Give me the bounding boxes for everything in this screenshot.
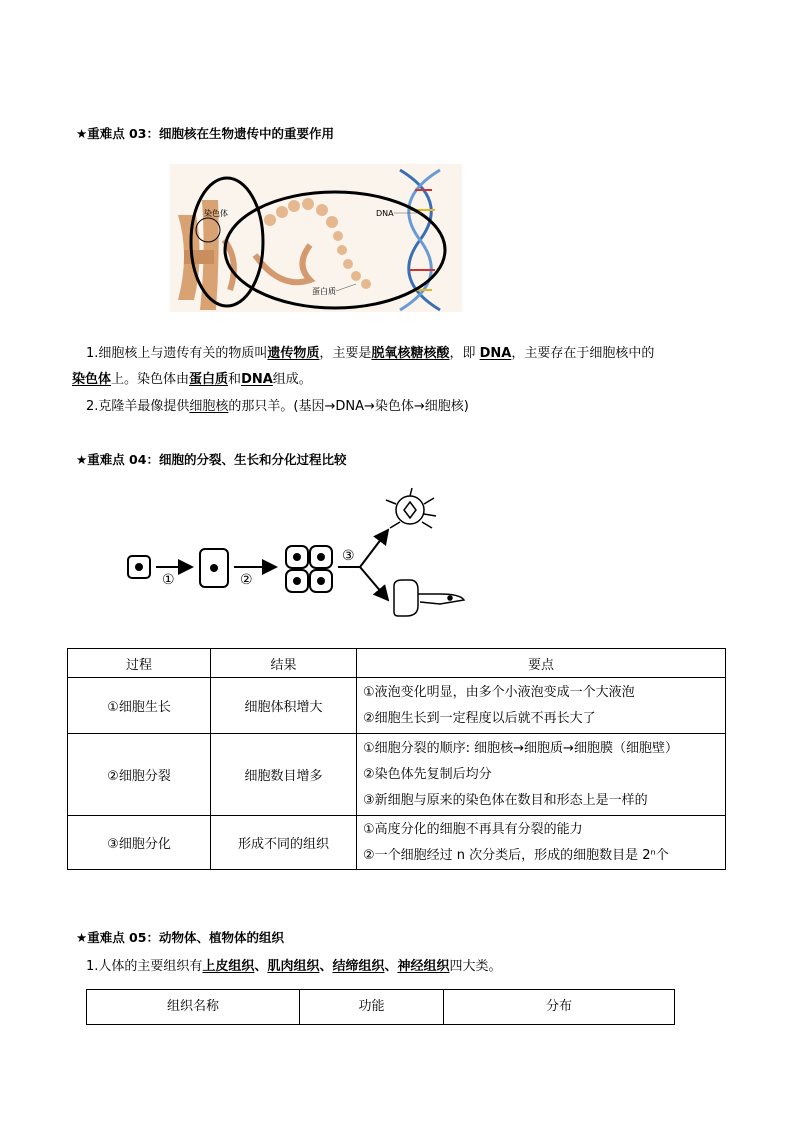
divided-cells (286, 546, 332, 592)
p2-key-3: DNA (241, 372, 273, 387)
p4-text-1: 1.人体的主要组织有 (86, 959, 203, 974)
table-row (68, 678, 726, 734)
row-2-point-3: ③新细胞与原来的染色体在数目和形态上是一样的 (363, 792, 648, 808)
sep-3: 、 (384, 959, 398, 974)
nerve-cell (386, 488, 436, 528)
p3-text-2: 的那只羊。(基因→DNA→染色体→细胞核) (228, 399, 469, 414)
table-header-row (68, 649, 726, 678)
tissue-nerve: 神经组织 (397, 959, 450, 974)
tissue-epithelial: 上皮组织 (202, 959, 255, 974)
step-2-label: ② (240, 572, 253, 588)
step-1-label: ① (162, 572, 175, 588)
paragraph-1 (86, 342, 654, 361)
sep-2: 、 (319, 959, 333, 974)
tissue-function-header: 功能 (300, 990, 444, 1025)
tissue-muscle: 肌肉组织 (267, 959, 320, 974)
section-04-heading: ★重难点 04：细胞的分裂、生长和分化过程比较 (76, 452, 347, 467)
p1-text-1: 1.细胞核上与遗传有关的物质叫 (86, 346, 268, 361)
row-1-points (357, 678, 726, 734)
table-row (68, 734, 726, 816)
paragraph-2 (86, 395, 469, 414)
dna-label: DNA (376, 209, 394, 218)
tissue-table (86, 989, 675, 1025)
row-2-point-2: ②染色体先复制后均分 (363, 766, 492, 782)
row-1-point-1: ①液泡变化明显，由多个小液泡变成一个大液泡 (363, 684, 635, 700)
table-row (68, 816, 726, 870)
tissue-distribution-header: 分布 (444, 990, 675, 1025)
row-2-points (357, 734, 726, 816)
row-3-points (357, 816, 726, 870)
section-05-heading: ★重难点 05：动物体、植物体的组织 (76, 930, 284, 945)
row-3-result: 形成不同的组织 (211, 816, 357, 870)
row-1-result: 细胞体积增大 (211, 678, 357, 734)
p1-text-2: ，主要是 (319, 346, 372, 361)
p1-text-4: ，主要存在于细胞核中的 (511, 346, 655, 361)
header-points: 要点 (357, 649, 726, 678)
tissue-name-header: 组织名称 (87, 990, 300, 1025)
p1-key-2: 脱氧核糖核酸 (371, 346, 450, 361)
p3-key-1: 细胞核 (189, 399, 229, 414)
row-3-process: ③细胞分化 (68, 816, 211, 870)
cell-process-diagram (120, 486, 470, 622)
p1-key-1: 遗传物质 (267, 346, 320, 361)
row-3-point-2: ②一个细胞经过 n 次分类后，形成的细胞数目是 2ⁿ个 (363, 847, 669, 863)
paragraph-3 (86, 955, 502, 974)
process-comparison-table (67, 648, 726, 870)
p2-key-1: 染色体 (72, 372, 112, 387)
section-03-heading: ★重难点 03：细胞核在生物遗传中的重要作用 (76, 126, 334, 141)
p1-key-3: DNA (479, 346, 512, 361)
paragraph-1-cont (72, 368, 312, 387)
p2-key-2: 蛋白质 (189, 372, 229, 387)
row-3-point-1: ①高度分化的细胞不再具有分裂的能力 (363, 821, 583, 837)
row-1-point-2: ②细胞生长到一定程度以后就不再长大了 (363, 710, 596, 726)
row-2-result: 细胞数目增多 (211, 734, 357, 816)
p3-text-1: 2.克隆羊最像提供 (86, 399, 190, 414)
tissue-connective: 结缔组织 (332, 959, 385, 974)
row-2-process: ②细胞分裂 (68, 734, 211, 816)
p4-text-2: 四大类。 (449, 959, 502, 974)
row-1-process: ①细胞生长 (68, 678, 211, 734)
muscle-cell (394, 580, 464, 616)
step-3-label: ③ (342, 548, 355, 564)
protein-label: 蛋白质 (312, 287, 336, 296)
chromosome-dna-figure (160, 160, 466, 316)
p1-text-3: ，即 (449, 346, 480, 361)
row-2-point-1: ①细胞分裂的顺序: 细胞核→细胞质→细胞膜（细胞壁） (363, 740, 678, 756)
p2-text-2: 和 (228, 372, 242, 387)
chromosome-label: 染色体 (204, 209, 228, 218)
p2-text-1: 上。染色体由 (111, 372, 190, 387)
p2-text-3: 组成。 (272, 372, 312, 387)
sep-1: 、 (254, 959, 268, 974)
tissue-table-header (87, 990, 675, 1025)
header-process: 过程 (68, 649, 211, 678)
header-result: 结果 (211, 649, 357, 678)
